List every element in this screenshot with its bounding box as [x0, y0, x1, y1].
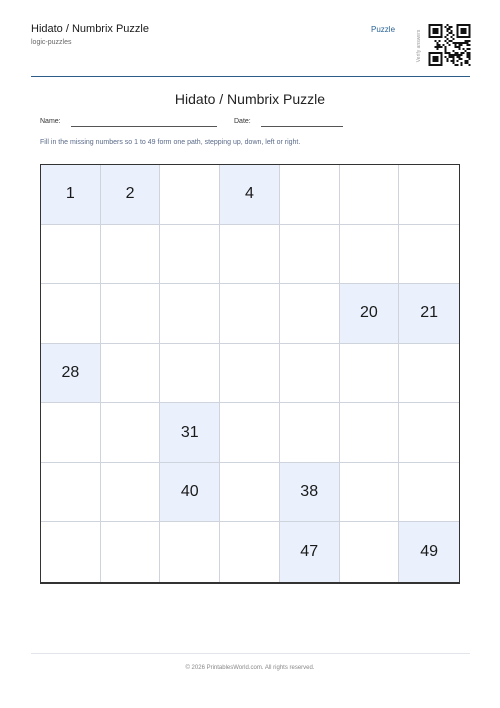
date-label: Date:: [234, 118, 251, 125]
empty-cell[interactable]: [399, 165, 459, 225]
empty-cell[interactable]: [41, 463, 101, 523]
given-cell: 1: [41, 165, 101, 225]
empty-cell[interactable]: [220, 344, 280, 404]
empty-cell[interactable]: [220, 522, 280, 582]
empty-cell[interactable]: [160, 344, 220, 404]
footer-divider: [31, 653, 470, 654]
empty-cell[interactable]: [399, 225, 459, 285]
name-label: Name:: [40, 118, 61, 125]
document-title: Hidato / Numbrix Puzzle: [31, 23, 149, 35]
empty-cell[interactable]: [280, 225, 340, 285]
empty-cell[interactable]: [340, 225, 400, 285]
empty-cell[interactable]: [101, 522, 161, 582]
empty-cell[interactable]: [41, 284, 101, 344]
empty-cell[interactable]: [280, 165, 340, 225]
empty-cell[interactable]: [399, 463, 459, 523]
empty-cell[interactable]: [101, 284, 161, 344]
instructions: Fill in the missing numbers so 1 to 49 form one path, stepping up, down, left or right.: [40, 139, 301, 146]
empty-cell[interactable]: [340, 522, 400, 582]
empty-cell[interactable]: [280, 403, 340, 463]
given-cell: 38: [280, 463, 340, 523]
empty-cell[interactable]: [220, 225, 280, 285]
empty-cell[interactable]: [280, 284, 340, 344]
empty-cell[interactable]: [101, 344, 161, 404]
puzzle-grid: [40, 164, 460, 584]
name-field[interactable]: [71, 126, 217, 127]
empty-cell[interactable]: [399, 403, 459, 463]
date-field[interactable]: [261, 126, 343, 127]
puzzle-link[interactable]: Puzzle: [371, 25, 396, 34]
empty-cell[interactable]: [280, 344, 340, 404]
header-divider: [31, 76, 470, 77]
given-cell: 4: [220, 165, 280, 225]
qr-code-icon[interactable]: [428, 17, 471, 73]
empty-cell[interactable]: [160, 225, 220, 285]
given-cell: 28: [41, 344, 101, 404]
empty-cell[interactable]: [101, 225, 161, 285]
document-category: logic-puzzles: [31, 39, 72, 46]
empty-cell[interactable]: [340, 463, 400, 523]
given-cell: 47: [280, 522, 340, 582]
empty-cell[interactable]: [101, 463, 161, 523]
given-cell: 31: [160, 403, 220, 463]
empty-cell[interactable]: [399, 344, 459, 404]
given-cell: 40: [160, 463, 220, 523]
empty-cell[interactable]: [160, 522, 220, 582]
header: [0, 0, 500, 80]
footer-copyright: © 2026 PrintablesWorld.com. All rights reserved.: [185, 665, 315, 671]
empty-cell[interactable]: [340, 344, 400, 404]
given-cell: 21: [399, 284, 459, 344]
empty-cell[interactable]: [220, 284, 280, 344]
empty-cell[interactable]: [220, 463, 280, 523]
given-cell: 49: [399, 522, 459, 582]
empty-cell[interactable]: [340, 403, 400, 463]
empty-cell[interactable]: [41, 403, 101, 463]
empty-cell[interactable]: [220, 403, 280, 463]
page-title: Hidato / Numbrix Puzzle: [174, 91, 326, 107]
verify-answers-text: Verify answers: [416, 29, 422, 63]
empty-cell[interactable]: [41, 522, 101, 582]
given-cell: 2: [101, 165, 161, 225]
empty-cell[interactable]: [160, 165, 220, 225]
empty-cell[interactable]: [41, 225, 101, 285]
empty-cell[interactable]: [160, 284, 220, 344]
empty-cell[interactable]: [340, 165, 400, 225]
empty-cell[interactable]: [101, 403, 161, 463]
given-cell: 20: [340, 284, 400, 344]
